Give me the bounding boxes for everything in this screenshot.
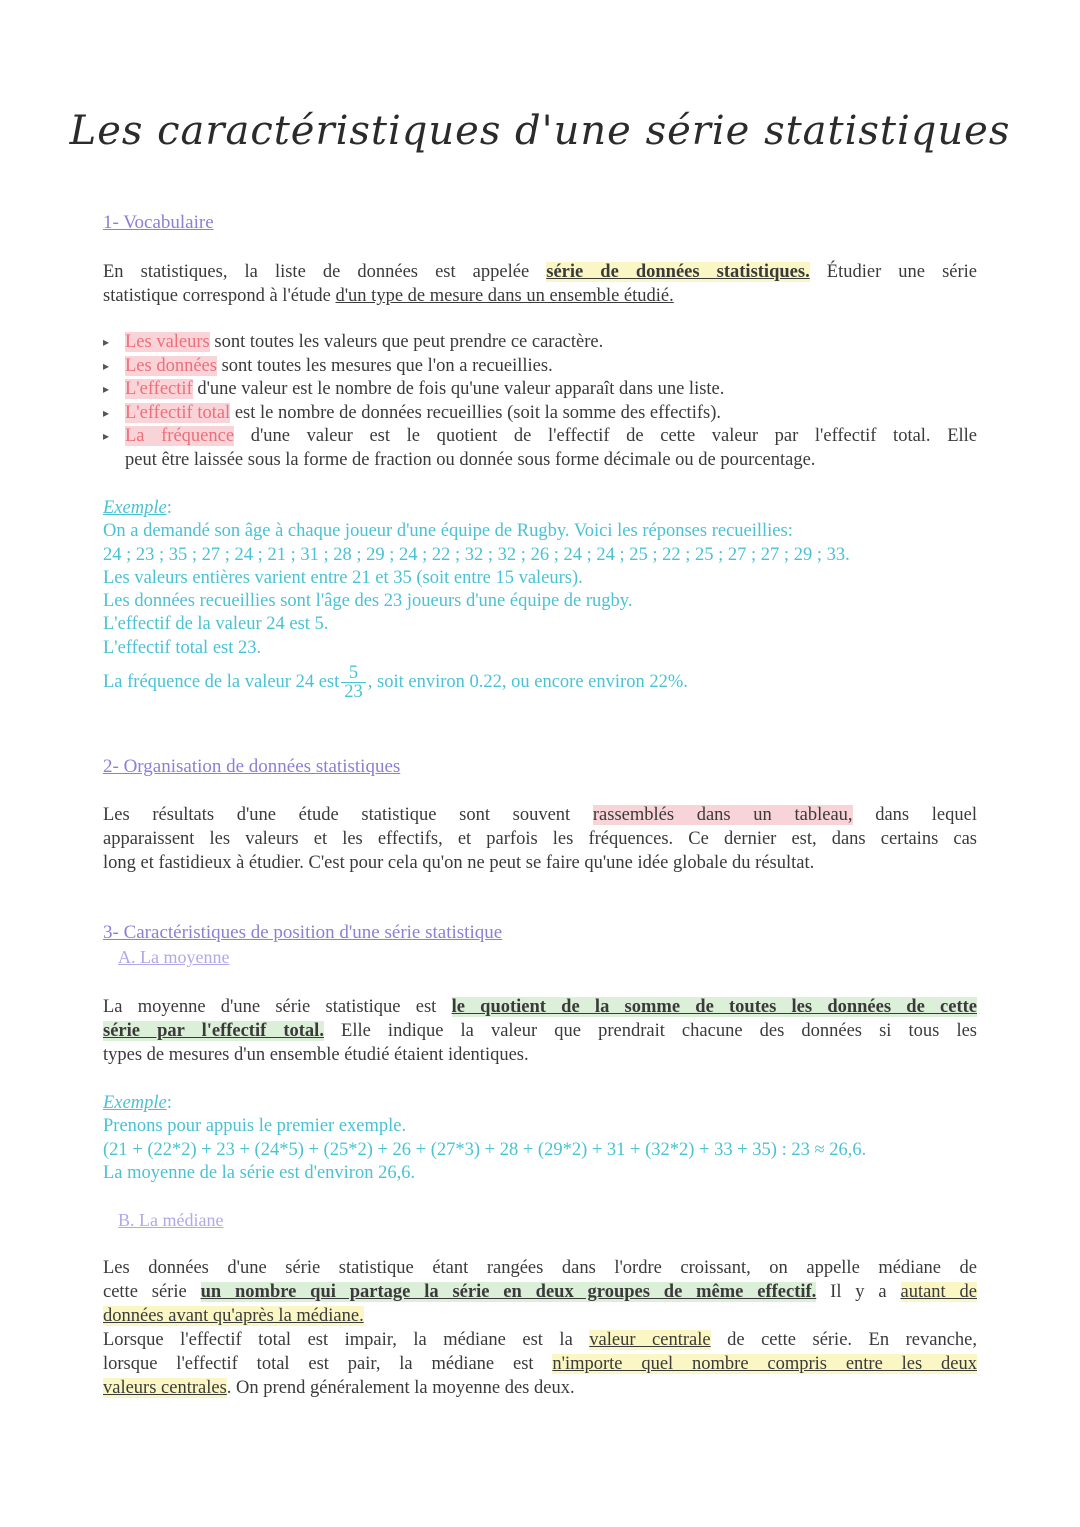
list-item: ▸ L'effectif total est le nombre de données recueillies (soit la somme des effectifs). (103, 402, 977, 426)
highlight-serie: série de données statistiques. (546, 262, 810, 282)
organisation-paragraph: Les résultats d'une étude statistique sont souvent rassemblés dans un tableau, dans lequel apparaissent les valeurs et les effectifs, et parfois les fréquences. Ce dernier est, dans certains cas long et fastidieux à étudier. C'est pour cela qu'on ne peut se faire qu'une idée globale du résultat. (103, 805, 977, 873)
mediane-paragraph: Les données d'une série statistique étant rangées dans l'ordre croissant, on appelle médiane de cette série un nombre qui partage la série en deux groupes de même effectif. Il y a autant de données avant qu'après la médiane. Lorsque l'effectif total est impair, la médiane est la valeur centrale de cette série. En revanche, lorsque l'effectif total est pair, la médiane est n'importe quel nombre compris entre les deux valeurs centrales. On prend généralement la moyenne des deux. (103, 1258, 978, 1398)
example-line: Les données recueillies sont l'âge des 23 joueurs d'une équipe de rugby. (103, 591, 633, 612)
underline-type-mesure: d'un type de mesure dans un ensemble étudié. (335, 286, 674, 306)
subheading-mediane: B. La médiane (118, 1210, 224, 1230)
highlight-tableau: rassemblés dans un tableau, (592, 805, 853, 825)
example-moyenne (103, 1092, 983, 1185)
example-line: Les valeurs entières varient entre 21 et 35 (soit entre 15 valeurs). (103, 567, 583, 588)
vocabulaire-intro (103, 260, 977, 308)
section-heading-organisation: 2- Organisation de données statistiques (103, 756, 401, 777)
moyenne-paragraph: La moyenne d'une série statistique est le quotient de la somme de toutes les données de cette série par l'effectif total. Elle indique la valeur que prendrait chacune des données si tous les types de mesures d'un ensemble étudié étaient identiques. (103, 997, 978, 1065)
vocabulary-list (103, 331, 977, 472)
highlight-valeur-centrale: valeur centrale (589, 1330, 711, 1350)
example-line: La moyenne de la série est d'environ 26,6. (103, 1162, 416, 1183)
example-label: Exemple: (103, 1093, 172, 1113)
term-donnees: Les données (125, 355, 217, 376)
term-effectif-total: L'effectif total (125, 402, 231, 423)
page-title: Les caractéristiques d'une série statistiques (69, 108, 1011, 154)
frequency-line: La fréquence de la valeur 24 est $\frac{5}{23}$ , soit environ 0.22, ou encore environ 22%. (103, 663, 688, 703)
example-line: 24 ; 23 ; 35 ; 27 ; 24 ; 21 ; 31 ; 28 ; 29 ; 24 ; 22 ; 32 ; 32 ; 26 ; 24 ; 24 ; 25 ; 22 ; 25 ; 27 ; 27 ; 29 ; 33. (103, 544, 850, 565)
term-valeurs: Les valeurs (125, 332, 210, 352)
intro-line-2: statistique correspond à l'étude d'un type de mesure dans un ensemble étudié. (103, 286, 674, 306)
fraction: $\frac{5}{23}$ (341, 664, 366, 701)
example-line: Prenons pour appuis le premier exemple. (103, 1116, 407, 1137)
list-item: ▸ Les données sont toutes les mesures que l'on a recueillies. (103, 355, 977, 379)
example-label: Exemple: (103, 498, 172, 518)
list-item: ▸ L'effectif d'une valeur est le nombre de fois qu'une valeur apparaît dans une liste. (103, 378, 977, 402)
intro-line-1: En statistiques, la liste de données est appelée série de données statistiques. Étudier une série (103, 262, 977, 282)
example-line: On a demandé son âge à chaque joueur d'une équipe de Rugby. Voici les réponses recueillies: (103, 521, 793, 542)
example-rugby (103, 497, 983, 701)
example-line: (21 + (22*2) + 23 + (24*5) + (25*2) + 26 + (27*3) + 28 + (29*2) + 31 + (32*2) + 33 + 35) : 23 ≈ 26,6. (103, 1139, 867, 1160)
list-item: ▸ Les valeurs sont toutes les valeurs que peut prendre ce caractère. (103, 331, 977, 355)
section-heading-vocabulaire: 1- Vocabulaire (103, 212, 214, 233)
highlight-definition-moyenne: le quotient de la somme de toutes les données de cette (451, 997, 977, 1017)
list-item: ▸ La fréquence d'une valeur est le quotient de l'effectif de cette valeur par l'effectif total. Elle peut être laissée sous la forme de fraction ou donnée sous forme décimale ou de pourcentage. (103, 425, 977, 472)
example-line: L'effectif de la valeur 24 est 5. (103, 614, 329, 635)
section-heading-position: 3- Caractéristiques de position d'une série statistique (103, 922, 503, 943)
term-frequence: La fréquence (125, 426, 235, 446)
highlight-definition-mediane: un nombre qui partage la série en deux groupes de même effectif. (200, 1282, 817, 1302)
term-effectif: L'effectif (125, 379, 193, 399)
example-line: L'effectif total est 23. (103, 637, 262, 658)
subheading-moyenne: A. La moyenne (118, 947, 230, 967)
